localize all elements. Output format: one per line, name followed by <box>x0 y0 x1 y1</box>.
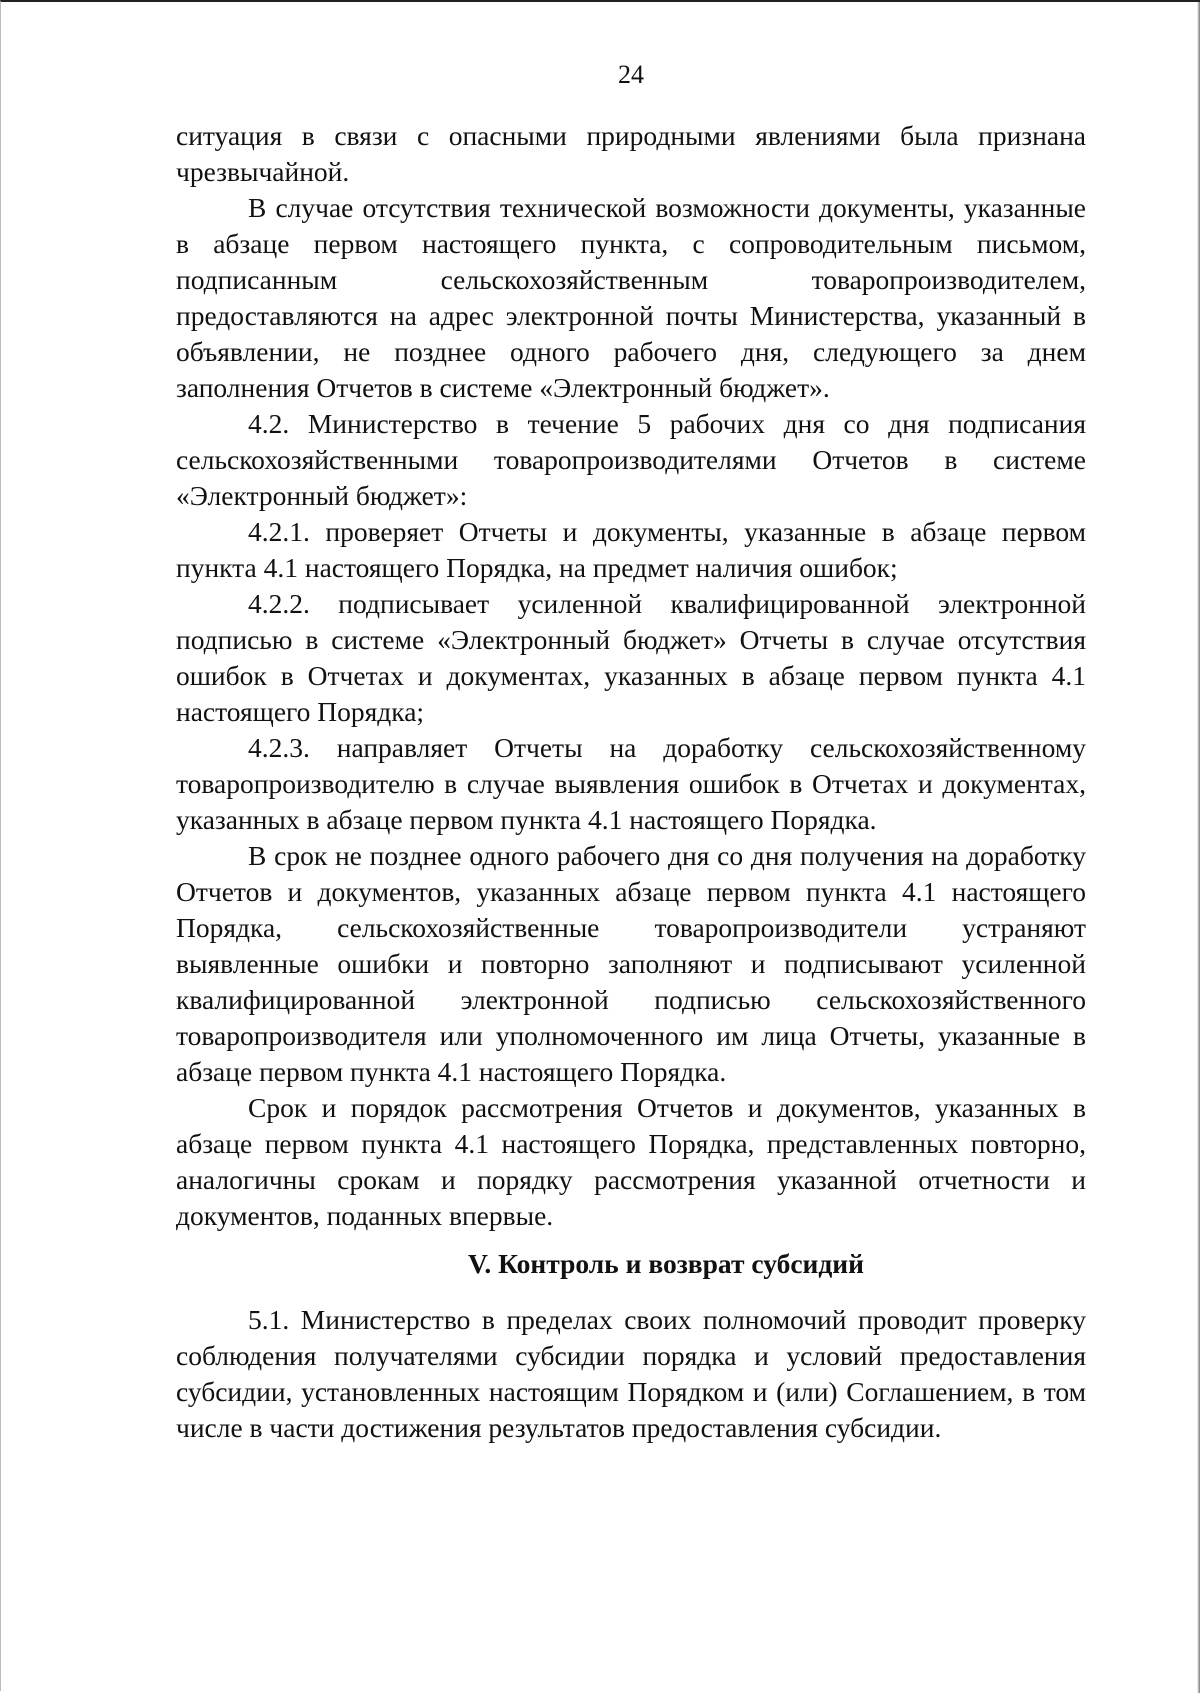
paragraph-4-2-3: 4.2.3. направляет Отчеты на доработку сельскохозяйственному товаропроизводителю в случае выявления ошибок в Отчетах и документах, указанных в абзаце первом пункта 4.1 настоящего Порядка. <box>176 732 1086 835</box>
paragraph-continuation: ситуация в связи с опасными природными явлениями была признана чрезвычайной. <box>176 120 1086 187</box>
paragraph-revision-deadline: В срок не позднее одного рабочего дня со дня получения на доработку Отчетов и документов, указанных абзаце первом пункта 4.1 настоящего Порядка, сельскохозяйственные товаропроизводители устраняют выявленные ошибки и повторно заполняют и подписывают усиленной квалифицированной электронной подписью сельскохозяйственного товаропроизводителя или уполномоченного им лица Отчеты, указанные в абзаце первом пункта 4.1 настоящего Порядка. <box>176 840 1086 1087</box>
paragraph-4-2-2: 4.2.2. подписывает усиленной квалифицированной электронной подписью в системе «Электронный бюджет» Отчеты в случае отсутствия ошибок в Отчетах и документах, указанных в абзаце первом пункта 4.1 настоящего Порядка; <box>176 588 1086 727</box>
paragraph-5-1: 5.1. Министерство в пределах своих полномочий проводит проверку соблюдения получателями субсидии порядка и условий предоставления субсидии, установленных настоящим Порядком и (или) Соглашением, в том числе в части достижения результатов предоставления субсидии. <box>176 1304 1086 1443</box>
paragraph-4-2-1: 4.2.1. проверяет Отчеты и документы, указанные в абзаце первом пункта 4.1 настоящего Порядка, на предмет наличия ошибок; <box>176 516 1086 583</box>
paragraph-no-technical-possibility: В случае отсутствия технической возможности документы, указанные в абзаце первом настоящего пункта, с сопроводительным письмом, подписанным сельскохозяйственным товаропроизводителем, предоставляются на адрес электронной почты Министерства, указанный в объявлении, не позднее одного рабочего дня, следующего за днем заполнения Отчетов в системе «Электронный бюджет». <box>176 192 1086 403</box>
document-body <box>176 118 1086 1446</box>
page-number: 24 <box>618 60 644 89</box>
section-heading: V. Контроль и возврат субсидий <box>468 1248 864 1279</box>
paragraph-4-2: 4.2. Министерство в течение 5 рабочих дня со дня подписания сельскохозяйственными товаропроизводителями Отчетов в системе «Электронный бюджет»: <box>176 408 1086 511</box>
paragraph-review-terms: Срок и порядок рассмотрения Отчетов и документов, указанных в абзаце первом пункта 4.1 настоящего Порядка, представленных повторно, аналогичны срокам и порядку рассмотрения указанной отчетности и документов, поданных впервые. <box>176 1092 1086 1231</box>
